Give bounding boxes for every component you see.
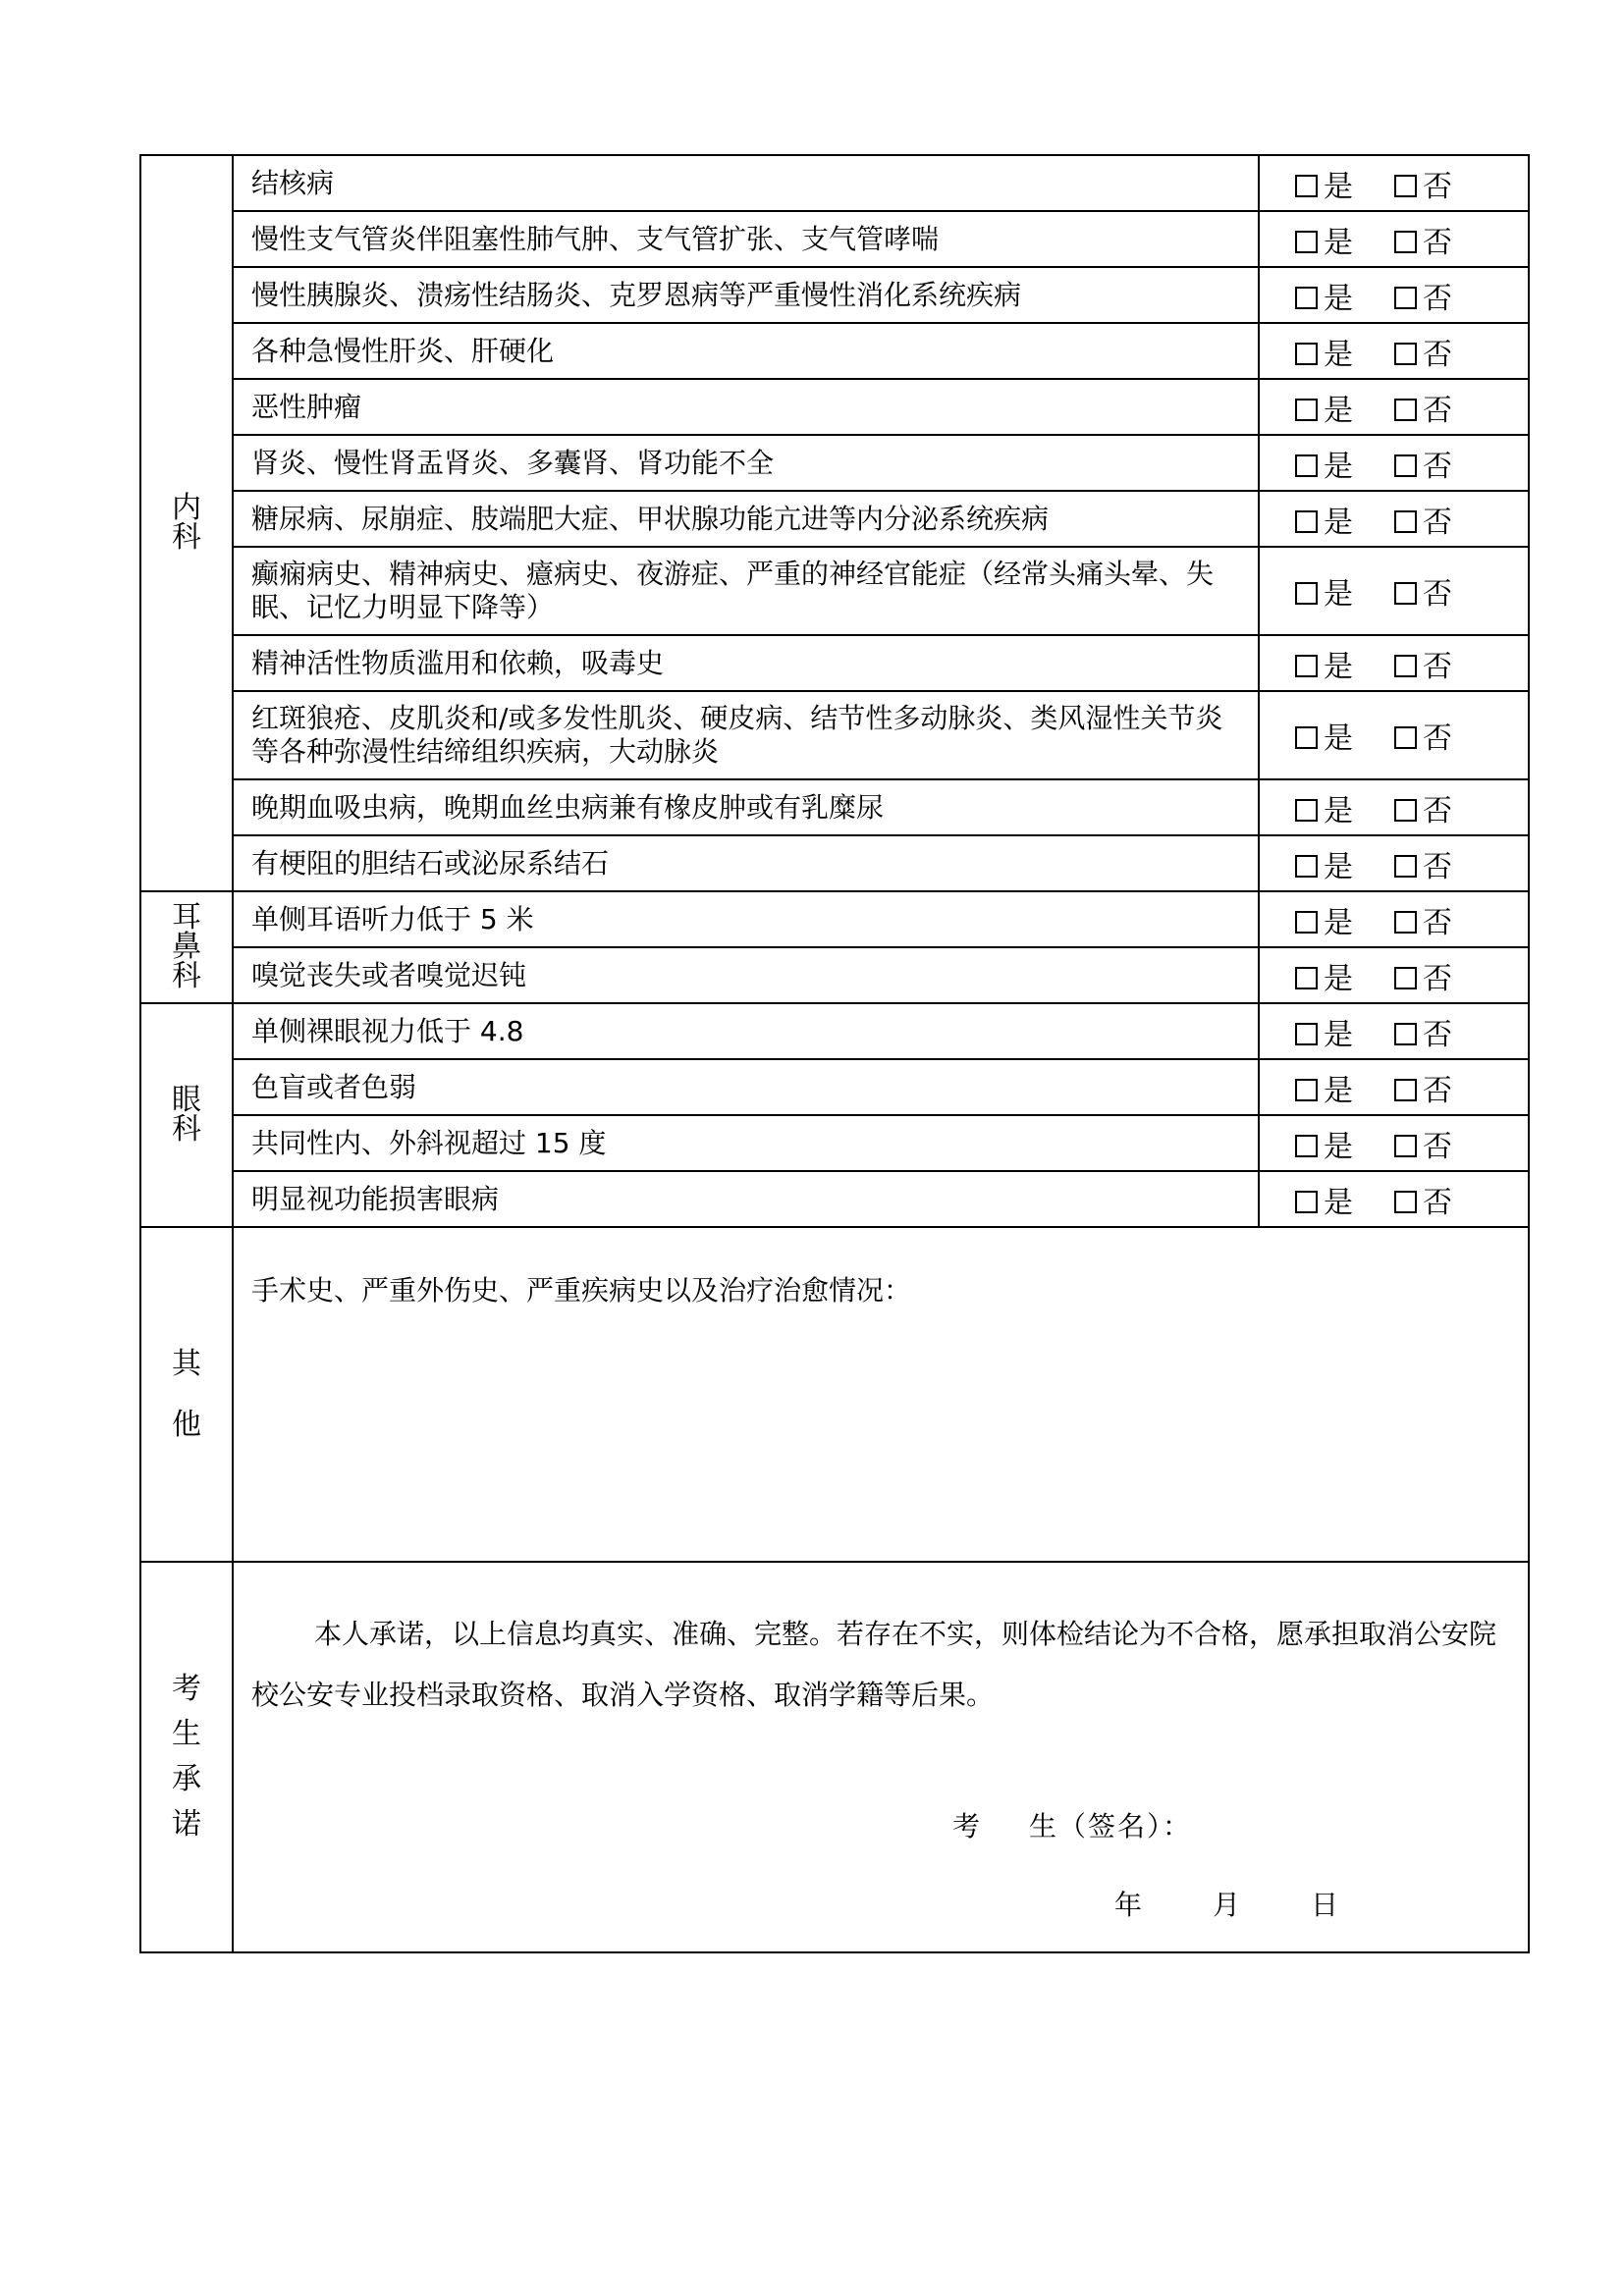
no-option[interactable] <box>1394 1066 1452 1109</box>
yes-option[interactable] <box>1295 274 1353 317</box>
section-label-char: 科 <box>172 1112 201 1147</box>
section-label-char: 承 <box>172 1762 201 1796</box>
yes-no-cell <box>1259 947 1529 1003</box>
no-checkbox[interactable] <box>1394 1135 1417 1157</box>
signature-field[interactable] <box>952 1796 1192 1857</box>
yes-label: 是 <box>1324 505 1353 540</box>
no-option[interactable] <box>1394 386 1452 429</box>
no-option[interactable] <box>1394 569 1452 613</box>
section-label-other <box>140 1227 233 1562</box>
section-label-char: 眼 <box>172 1083 201 1117</box>
yes-checkbox[interactable] <box>1295 1079 1318 1101</box>
yes-option[interactable] <box>1295 1066 1353 1109</box>
other-history-prompt: 手术史、严重外伤史、严重疾病史以及治疗治愈情况： <box>251 1274 912 1307</box>
no-checkbox[interactable] <box>1394 399 1417 421</box>
no-label: 否 <box>1423 793 1452 828</box>
condition-item: 精神活性物质滥用和依赖，吸毒史 <box>233 635 1259 691</box>
table-row <box>140 379 1529 435</box>
yes-no-cell <box>1259 435 1529 491</box>
yes-no-cell <box>1259 891 1529 947</box>
yes-checkbox[interactable] <box>1295 343 1318 365</box>
yes-option[interactable] <box>1295 954 1353 997</box>
yes-option[interactable] <box>1295 330 1353 373</box>
table-row <box>140 1003 1529 1059</box>
no-checkbox[interactable] <box>1394 287 1417 309</box>
yes-checkbox[interactable] <box>1295 1023 1318 1045</box>
condition-item: 共同性内、外斜视超过 15 度 <box>233 1115 1259 1171</box>
no-label: 否 <box>1423 1073 1452 1108</box>
other-history-field[interactable] <box>233 1227 1529 1562</box>
table-row <box>140 1171 1529 1227</box>
yes-option[interactable] <box>1295 898 1353 941</box>
no-checkbox[interactable] <box>1394 967 1417 989</box>
yes-option[interactable] <box>1295 218 1353 261</box>
condition-item: 单侧裸眼视力低于 4.8 <box>233 1003 1259 1059</box>
yes-checkbox[interactable] <box>1295 799 1318 822</box>
condition-item: 肾炎、慢性肾盂肾炎、多囊肾、肾功能不全 <box>233 435 1259 491</box>
no-checkbox[interactable] <box>1394 1079 1417 1101</box>
condition-item: 结核病 <box>233 155 1259 211</box>
no-label: 否 <box>1423 905 1452 940</box>
yes-checkbox[interactable] <box>1295 399 1318 421</box>
table-row <box>140 491 1529 547</box>
health-declaration-table <box>139 154 1530 1953</box>
table-row <box>140 211 1529 267</box>
yes-checkbox[interactable] <box>1295 175 1318 197</box>
date-field[interactable] <box>1114 1875 1338 1936</box>
yes-option[interactable] <box>1295 1178 1353 1221</box>
yes-label: 是 <box>1324 849 1353 884</box>
other-row <box>140 1227 1529 1562</box>
condition-item: 慢性胰腺炎、溃疡性结肠炎、克罗恩病等严重慢性消化系统疾病 <box>233 267 1259 323</box>
no-option[interactable] <box>1394 842 1452 885</box>
table-row <box>140 691 1529 779</box>
no-label: 否 <box>1423 169 1452 204</box>
no-checkbox[interactable] <box>1394 1023 1417 1045</box>
promise-content <box>233 1562 1529 1952</box>
no-checkbox[interactable] <box>1394 799 1417 822</box>
no-label: 否 <box>1423 505 1452 540</box>
yes-option[interactable] <box>1295 386 1353 429</box>
yes-no-cell <box>1259 1003 1529 1059</box>
condition-item: 有梗阻的胆结石或泌尿系结石 <box>233 835 1259 891</box>
condition-item: 明显视功能损害眼病 <box>233 1171 1259 1227</box>
condition-item: 红斑狼疮、皮肌炎和/或多发性肌炎、硬皮病、结节性多动脉炎、类风湿性关节炎等各种弥漫性结缔组织疾病，大动脉炎 <box>233 691 1259 779</box>
no-checkbox[interactable] <box>1394 454 1417 477</box>
no-option[interactable] <box>1394 954 1452 997</box>
table-row <box>140 547 1529 635</box>
table-row <box>140 267 1529 323</box>
no-option[interactable] <box>1394 274 1452 317</box>
table-row <box>140 635 1529 691</box>
yes-option[interactable] <box>1295 714 1353 757</box>
yes-label: 是 <box>1324 337 1353 372</box>
no-checkbox[interactable] <box>1394 726 1417 749</box>
yes-no-cell <box>1259 1171 1529 1227</box>
yes-checkbox[interactable] <box>1295 510 1318 533</box>
yes-no-cell <box>1259 379 1529 435</box>
date-day-label: 日 <box>1311 1889 1339 1921</box>
no-option[interactable] <box>1394 442 1452 485</box>
section-label-ent <box>140 891 233 1003</box>
yes-label: 是 <box>1324 649 1353 684</box>
yes-no-cell <box>1259 635 1529 691</box>
yes-label: 是 <box>1324 961 1353 996</box>
yes-option[interactable] <box>1295 786 1353 829</box>
yes-no-cell <box>1259 835 1529 891</box>
yes-checkbox[interactable] <box>1295 1135 1318 1157</box>
section-label-char: 内 <box>172 491 201 525</box>
condition-item: 色盲或者色弱 <box>233 1059 1259 1115</box>
yes-no-cell <box>1259 1059 1529 1115</box>
section-label-char: 生 <box>172 1717 201 1751</box>
yes-option[interactable] <box>1295 1010 1353 1053</box>
yes-no-cell <box>1259 155 1529 211</box>
yes-checkbox[interactable] <box>1295 967 1318 989</box>
yes-no-cell <box>1259 267 1529 323</box>
no-option[interactable] <box>1394 642 1452 685</box>
yes-no-cell <box>1259 211 1529 267</box>
section-label-char: 诺 <box>172 1807 201 1842</box>
no-checkbox[interactable] <box>1394 911 1417 934</box>
yes-no-cell <box>1259 779 1529 835</box>
no-label: 否 <box>1423 337 1452 372</box>
no-option[interactable] <box>1394 162 1452 205</box>
yes-option[interactable] <box>1295 498 1353 541</box>
promise-text: 本人承诺，以上信息均真实、准确、完整。若存在不实，则体检结论为不合格，愿承担取消公安院校公安专业投档录取资格、取消入学资格、取消学籍等后果。 <box>251 1618 1497 1711</box>
condition-item: 糖尿病、尿崩症、肢端肥大症、甲状腺功能亢进等内分泌系统疾病 <box>233 491 1259 547</box>
yes-no-cell <box>1259 323 1529 379</box>
yes-label: 是 <box>1324 905 1353 940</box>
section-label-promise <box>140 1562 233 1952</box>
no-option[interactable] <box>1394 498 1452 541</box>
no-label: 否 <box>1423 721 1452 756</box>
no-checkbox[interactable] <box>1394 343 1417 365</box>
yes-checkbox[interactable] <box>1295 726 1318 749</box>
condition-item: 恶性肿瘤 <box>233 379 1259 435</box>
condition-item: 晚期血吸虫病，晚期血丝虫病兼有橡皮肿或有乳糜尿 <box>233 779 1259 835</box>
table-row <box>140 1115 1529 1171</box>
yes-label: 是 <box>1324 1017 1353 1052</box>
section-label-char: 科 <box>172 520 201 555</box>
condition-item: 单侧耳语听力低于 5 米 <box>233 891 1259 947</box>
no-label: 否 <box>1423 961 1452 996</box>
section-label-char: 其 <box>172 1346 201 1381</box>
yes-checkbox[interactable] <box>1295 655 1318 677</box>
table-row <box>140 323 1529 379</box>
yes-no-cell <box>1259 1115 1529 1171</box>
no-checkbox[interactable] <box>1394 231 1417 253</box>
yes-label: 是 <box>1324 393 1353 428</box>
section-label-char: 科 <box>172 959 201 993</box>
yes-no-cell <box>1259 491 1529 547</box>
yes-label: 是 <box>1324 1073 1353 1108</box>
no-label: 否 <box>1423 577 1452 612</box>
yes-checkbox[interactable] <box>1295 1191 1318 1213</box>
no-checkbox[interactable] <box>1394 175 1417 197</box>
yes-checkbox[interactable] <box>1295 911 1318 934</box>
section-label-char: 考 <box>172 1672 201 1706</box>
no-label: 否 <box>1423 1017 1452 1052</box>
no-option[interactable] <box>1394 1010 1452 1053</box>
table-row <box>140 947 1529 1003</box>
yes-label: 是 <box>1324 169 1353 204</box>
section-label-internal-medicine <box>140 155 233 891</box>
yes-no-cell <box>1259 691 1529 779</box>
yes-checkbox[interactable] <box>1295 454 1318 477</box>
condition-item: 嗅觉丧失或者嗅觉迟钝 <box>233 947 1259 1003</box>
promise-row <box>140 1562 1529 1952</box>
condition-item: 各种急慢性肝炎、肝硬化 <box>233 323 1259 379</box>
section-label-ophthalmology <box>140 1003 233 1227</box>
section-label-char: 鼻 <box>172 930 201 964</box>
no-checkbox[interactable] <box>1394 510 1417 533</box>
condition-item: 慢性支气管炎伴阻塞性肺气肿、支气管扩张、支气管哮喘 <box>233 211 1259 267</box>
no-option[interactable] <box>1394 898 1452 941</box>
no-label: 否 <box>1423 1129 1452 1164</box>
yes-option[interactable] <box>1295 162 1353 205</box>
yes-checkbox[interactable] <box>1295 582 1318 605</box>
table-row <box>140 835 1529 891</box>
yes-label: 是 <box>1324 281 1353 316</box>
signature-label-a: 考 <box>952 1810 983 1842</box>
yes-option[interactable] <box>1295 642 1353 685</box>
section-label-char: 耳 <box>172 900 201 934</box>
yes-label: 是 <box>1324 793 1353 828</box>
yes-option[interactable] <box>1295 1122 1353 1165</box>
condition-item: 癫痫病史、精神病史、癔病史、夜游症、严重的神经官能症（经常头痛头晕、失眠、记忆力明显下降等） <box>233 547 1259 635</box>
no-checkbox[interactable] <box>1394 855 1417 878</box>
no-option[interactable] <box>1394 714 1452 757</box>
yes-label: 是 <box>1324 721 1353 756</box>
yes-option[interactable] <box>1295 442 1353 485</box>
yes-label: 是 <box>1324 1185 1353 1220</box>
yes-checkbox[interactable] <box>1295 855 1318 878</box>
yes-label: 是 <box>1324 225 1353 260</box>
no-label: 否 <box>1423 449 1452 484</box>
yes-option[interactable] <box>1295 842 1353 885</box>
yes-checkbox[interactable] <box>1295 287 1318 309</box>
yes-label: 是 <box>1324 449 1353 484</box>
signature-label-b: 生（签名）： <box>1029 1810 1193 1842</box>
table-row <box>140 435 1529 491</box>
yes-option[interactable] <box>1295 569 1353 613</box>
no-label: 否 <box>1423 225 1452 260</box>
table-row <box>140 1059 1529 1115</box>
yes-label: 是 <box>1324 577 1353 612</box>
table-row <box>140 779 1529 835</box>
no-label: 否 <box>1423 649 1452 684</box>
yes-checkbox[interactable] <box>1295 231 1318 253</box>
yes-no-cell <box>1259 547 1529 635</box>
no-label: 否 <box>1423 281 1452 316</box>
yes-label: 是 <box>1324 1129 1353 1164</box>
table-row <box>140 155 1529 211</box>
no-label: 否 <box>1423 849 1452 884</box>
no-option[interactable] <box>1394 1178 1452 1221</box>
no-checkbox[interactable] <box>1394 582 1417 605</box>
no-checkbox[interactable] <box>1394 1191 1417 1213</box>
no-label: 否 <box>1423 393 1452 428</box>
no-checkbox[interactable] <box>1394 655 1417 677</box>
date-month-label: 月 <box>1213 1889 1241 1921</box>
no-option[interactable] <box>1394 786 1452 829</box>
no-option[interactable] <box>1394 218 1452 261</box>
no-label: 否 <box>1423 1185 1452 1220</box>
date-year-label: 年 <box>1114 1889 1143 1921</box>
table-row <box>140 891 1529 947</box>
section-label-char: 他 <box>172 1407 201 1442</box>
no-option[interactable] <box>1394 330 1452 373</box>
no-option[interactable] <box>1394 1122 1452 1165</box>
